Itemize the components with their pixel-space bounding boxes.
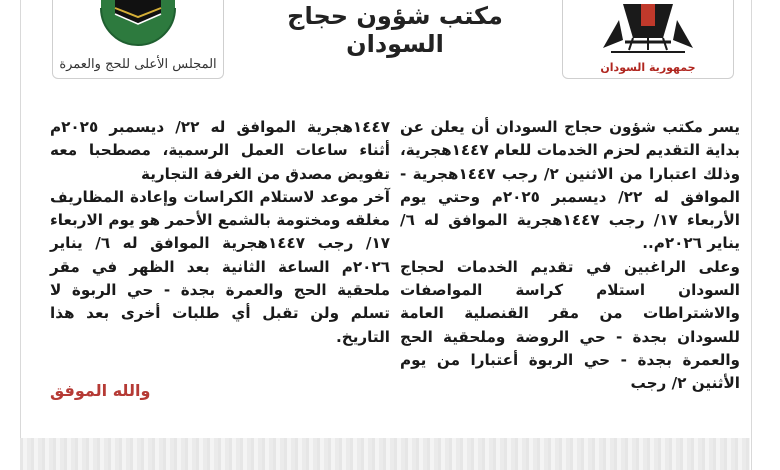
paragraph-intro: يسر مكتب شؤون حجاج السودان أن يعلن عن بداية التقديم لحزم الخدمات للعام ١٤٤٧هجرية، وذلك اعتبارا من الاثنين ٢/ رجب ١٤٤٧هجرية - الموافق له ٢٢/ ديسمبر ٢٠٢٥م وحتي يوم الأربعاء ١٧/ رجب ١٤٤٧هجرية الموافق له ٦/ يناير ٢٠٢٦م.. [400, 118, 741, 253]
paragraph-continuation: ١٤٤٧هجرية الموافق له ٢٢/ ديسمبر ٢٠٢٥م أثناء ساعات العمل الرسمية، مصطحبا معه تفويض مصدق من الغرفة التجارية [50, 118, 390, 183]
council-logo [52, 0, 224, 79]
emblem-caption: جمهورية السودان [600, 61, 696, 74]
paragraph-deadline: آخر موعد لاستلام الكراسات وإعادة المظاريف مغلقه ومختومة بالشمع الأحمر هو يوم الاربعاء ١٧/ رجب ١٤٤٧هجرية الموافق له ٦/ يناير ٢٠٢٦م الساعة الثانية بعد الظهر في مقر ملحقية الحج والعمرة بجدة - حي الربوة لا تسلم ولن تقبل أي طلبات أخرى بعد هذا التاريخ. [50, 187, 390, 346]
announcement-left-column [50, 116, 390, 349]
secretary-bird-emblem-icon [563, 0, 733, 62]
signoff: والله الموفق [50, 381, 151, 400]
kaaba-emblem-icon [53, 0, 223, 60]
header [20, 0, 750, 85]
paragraph-applicants: وعلى الراغبين في تقديم الخدمات لحجاج السودان استلام كراسة المواصفات والاشتراطات من مقر القنصلية العامة للسودان بجدة - حي الروضة وملحقية الحج والعمرة بجدة - حي الربوة أعتبارا من يوم الأثنين ٢/ رجب [400, 257, 740, 393]
sudan-emblem [562, 0, 734, 79]
page-title: مكتب شؤون حجاج السودان [287, 2, 503, 58]
footer-pattern [20, 438, 750, 470]
announcement-right-column [400, 116, 740, 396]
council-caption: المجلس الأعلى للحج والعمرة [59, 57, 217, 72]
